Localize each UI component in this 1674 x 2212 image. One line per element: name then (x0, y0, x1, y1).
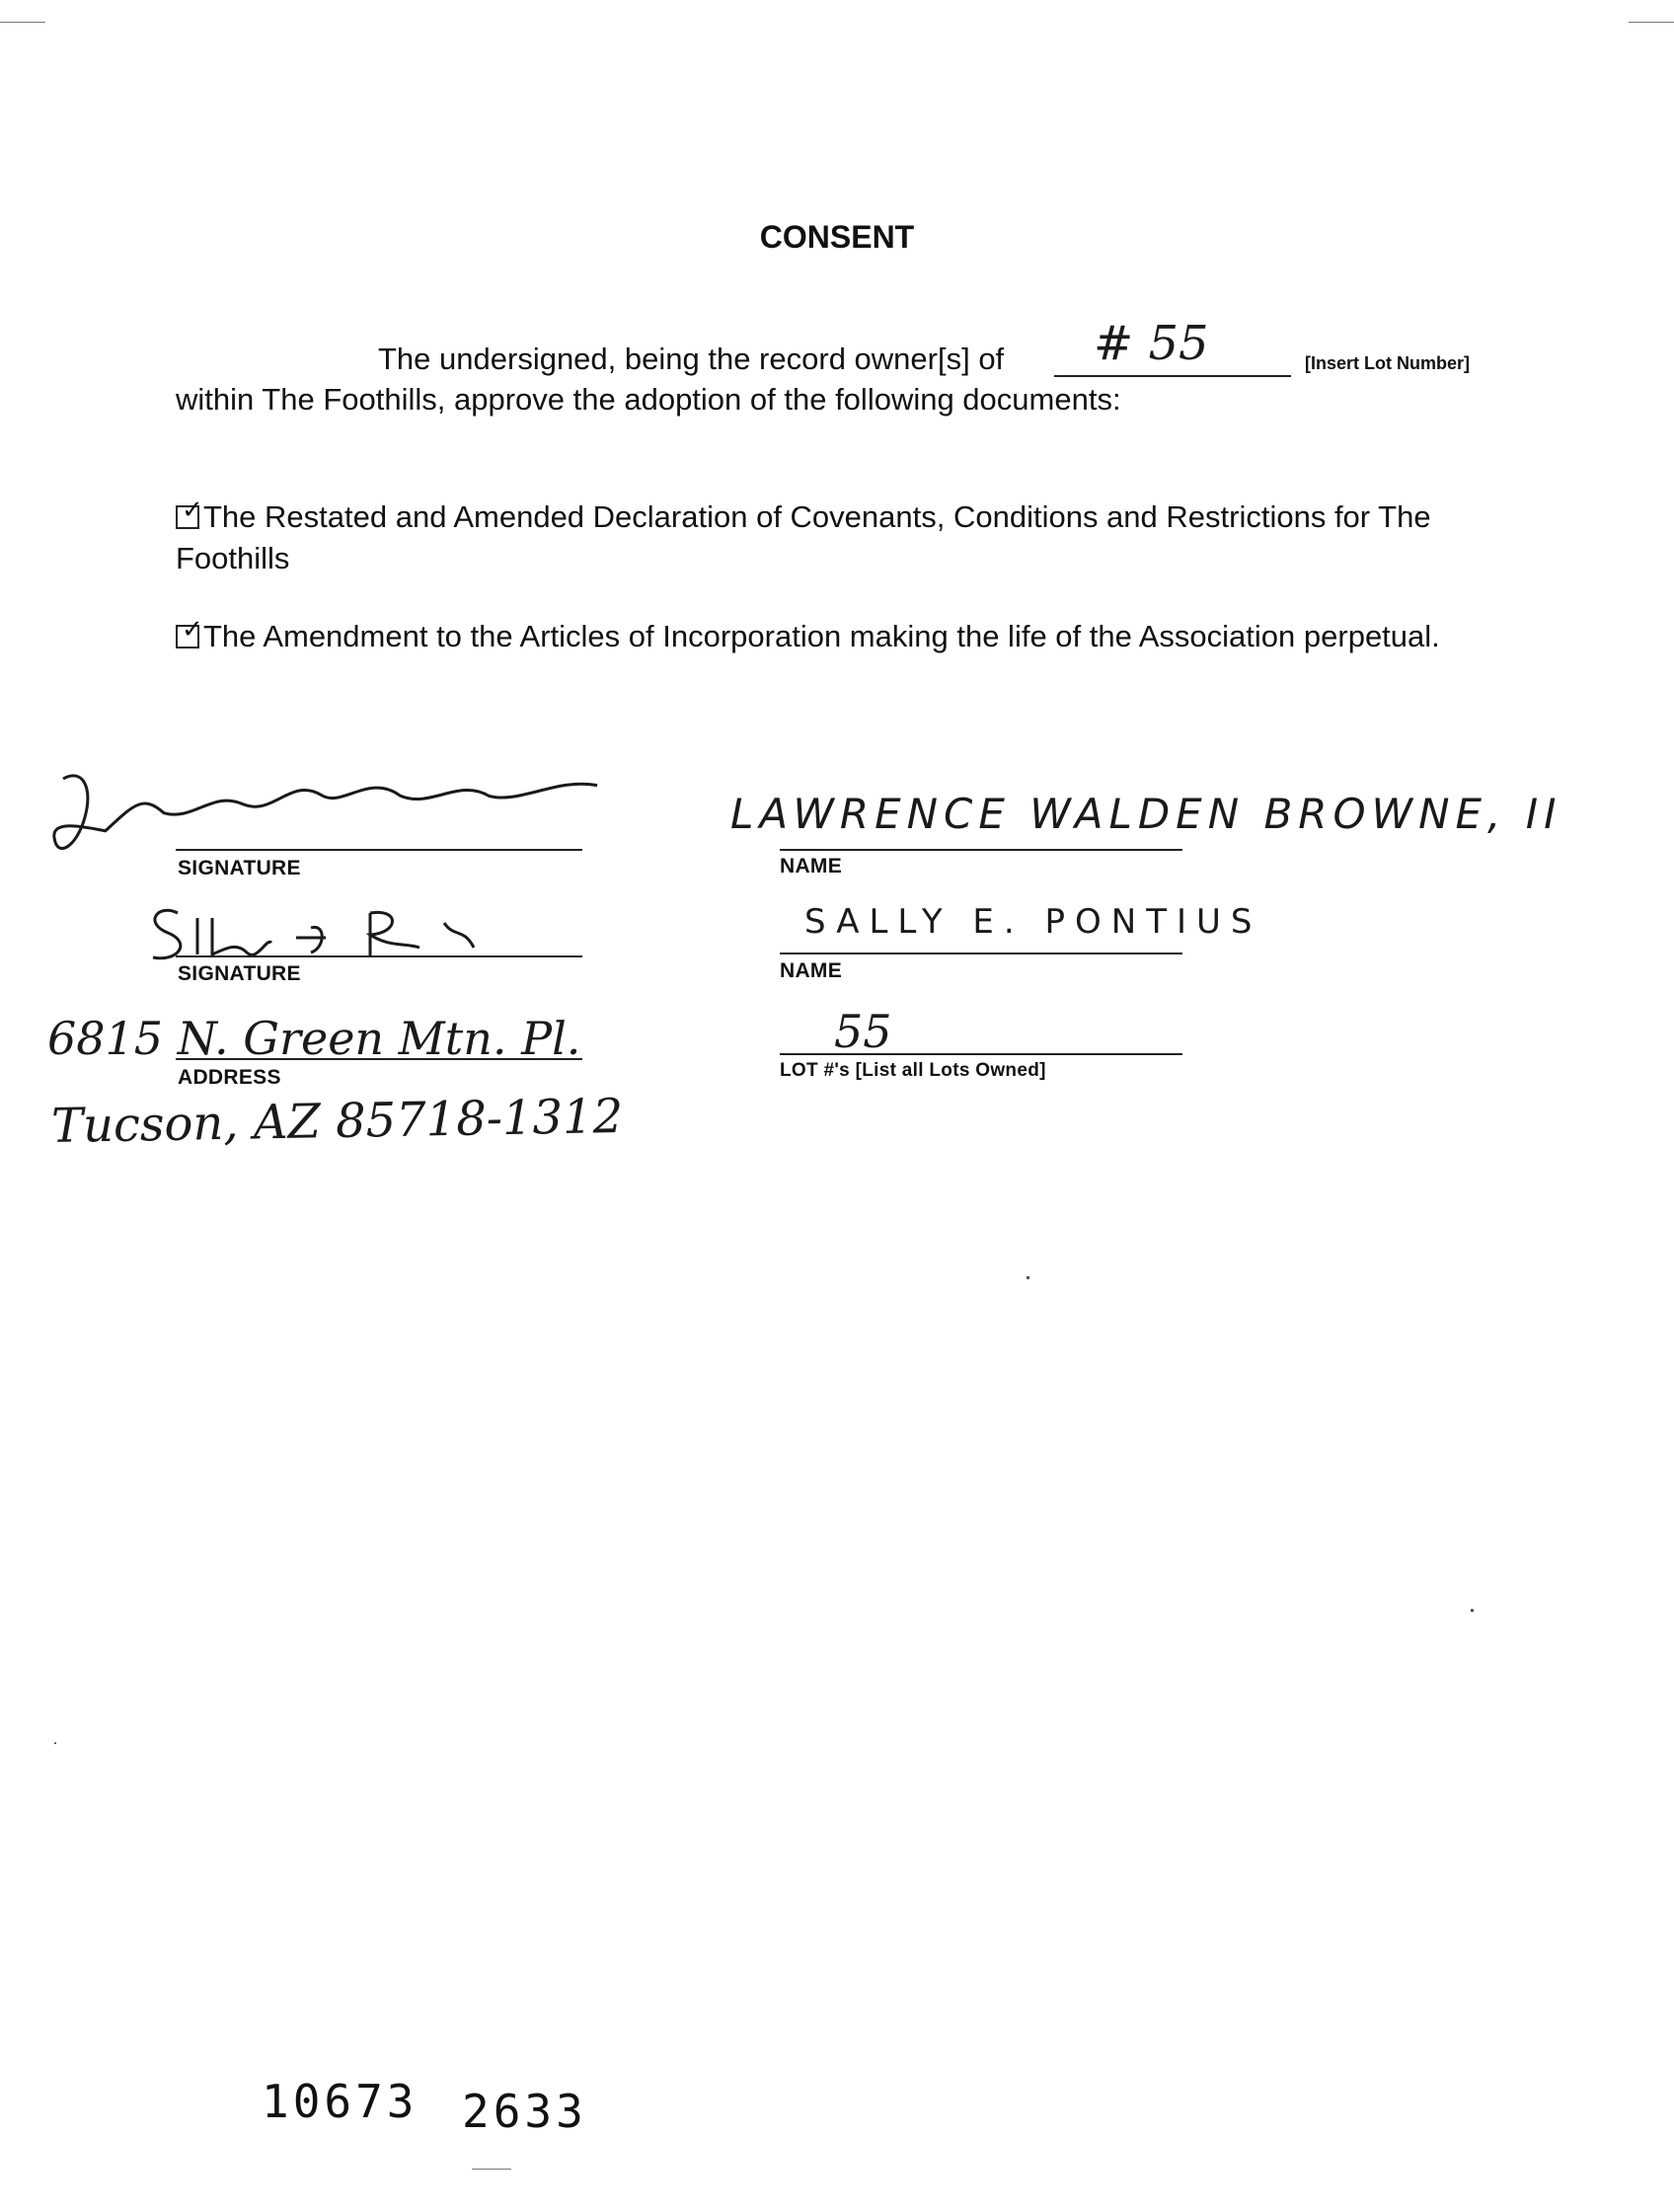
lot-number-handwritten: # 55 (1094, 316, 1209, 371)
lots-label: LOT #'s [List all Lots Owned] (780, 1060, 1046, 1081)
address-line-1: 6815 N. Green Mtn. Pl. (47, 1012, 581, 1065)
address-line (176, 1058, 582, 1060)
signature-label-2: SIGNATURE (178, 962, 301, 985)
scan-edge-mark-bottom (472, 2169, 511, 2170)
lot-hint: [Insert Lot Number] (1305, 353, 1471, 373)
consent-item-1 (176, 496, 1484, 579)
checkbox-2[interactable] (176, 615, 203, 648)
signature-line-1 (176, 849, 582, 851)
owner-name-2: SALLY E. PONTIUS (804, 902, 1262, 942)
consent-item-2 (176, 616, 1484, 657)
recording-book-number: 10673 (262, 2075, 418, 2128)
scan-edge-mark-left (0, 22, 45, 23)
signature-line-2 (176, 955, 582, 957)
recording-page-number: 2633 (462, 2085, 587, 2138)
intro-prefix: The undersigned, being the record owner[s] of (378, 342, 1005, 376)
address-label: ADDRESS (178, 1066, 281, 1089)
checkmark-icon: ✓ (182, 615, 203, 645)
address-line-2: Tucson, AZ 85718-1312 (50, 1088, 624, 1155)
scan-edge-mark-right (1629, 22, 1674, 23)
scan-speck (1027, 1276, 1029, 1279)
scan-speck (1471, 1609, 1474, 1612)
document-title: CONSENT (759, 219, 915, 255)
signature-label-1: SIGNATURE (178, 857, 301, 879)
name-line-2 (780, 953, 1182, 954)
name-line-1 (780, 849, 1182, 851)
checkbox-1[interactable] (176, 496, 203, 529)
owner-name-1: LAWRENCE WALDEN BROWNE, II (730, 790, 1562, 838)
lots-line (780, 1053, 1182, 1055)
checkmark-icon: ✓ (182, 496, 203, 525)
consent-item-2-text: The Amendment to the Articles of Incorporation making the life of the Association perpetual. (203, 619, 1440, 653)
name-label-1: NAME (780, 855, 843, 877)
lot-number-line (1054, 375, 1291, 377)
handwritten-signature-icon (42, 729, 640, 869)
intro-suffix: within The Foothills, approve the adoption of the following documents: (176, 382, 1121, 417)
handwritten-signature-icon (138, 893, 553, 972)
scan-speck (54, 1742, 56, 1744)
consent-item-1-text: The Restated and Amended Declaration of Covenants, Conditions and Restrictions for The Foothills (176, 499, 1431, 575)
lots-owned: 55 (834, 1005, 892, 1058)
name-label-2: NAME (780, 959, 843, 982)
